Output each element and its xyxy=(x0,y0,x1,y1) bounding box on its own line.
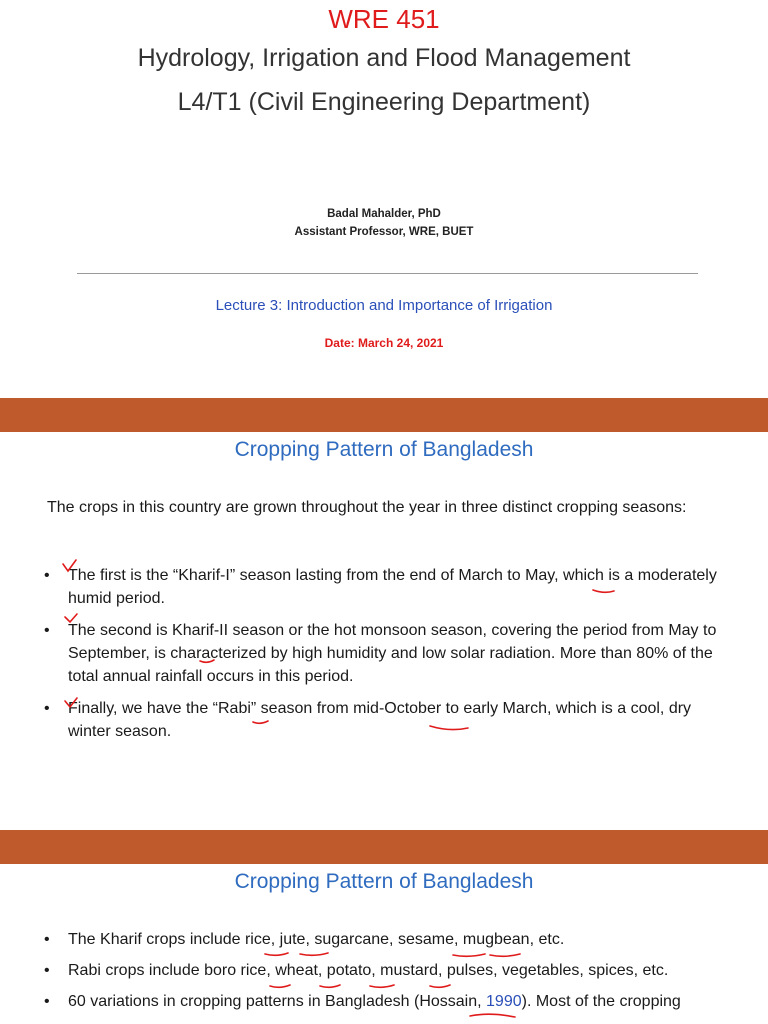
lecture-date: Date: March 24, 2021 xyxy=(324,336,444,350)
course-title: Hydrology, Irrigation and Flood Management xyxy=(137,44,631,72)
intro-paragraph: The crops in this country are grown throughout the year in three distinct cropping seasons: xyxy=(47,499,687,516)
cropping-pattern-slide-2 xyxy=(0,864,768,1024)
list-item xyxy=(44,564,734,610)
bullet-text-cont: ). Most of the cropping xyxy=(521,993,681,1010)
crop-bullet-list xyxy=(44,928,744,1021)
bullet-text: 60 variations in cropping patterns in Bangladesh (Hossain, xyxy=(68,993,487,1010)
slide-title: Cropping Pattern of Bangladesh xyxy=(234,438,534,461)
bullet-text: Rabi crops include boro rice, wheat, potato, mustard, pulses, vegetables, spices, etc. xyxy=(68,962,669,979)
cropping-pattern-slide-1 xyxy=(0,432,768,830)
list-item xyxy=(44,990,744,1013)
horizontal-rule xyxy=(77,273,698,274)
author-name: Badal Mahalder, PhD xyxy=(327,208,441,220)
bullet-marker: • xyxy=(44,931,50,948)
bullet-text: The first is the “Kharif-I” season lasting from the end of March to May, which is a moderately humid period. xyxy=(68,567,717,607)
list-item xyxy=(44,928,744,951)
bullet-marker: • xyxy=(44,622,50,639)
season-bullet-list xyxy=(44,564,734,752)
author-position: Assistant Professor, WRE, BUET xyxy=(294,226,474,238)
bullet-marker: • xyxy=(44,567,50,584)
bullet-text: The Kharif crops include rice, jute, sugarcane, sesame, mugbean, etc. xyxy=(68,931,565,948)
lecture-title: Lecture 3: Introduction and Importance of Irrigation xyxy=(215,297,553,314)
course-code: WRE 451 xyxy=(328,4,440,34)
title-slide xyxy=(0,0,768,398)
bullet-text: Finally, we have the “Rabi” season from mid-October to early March, which is a cool, dry winter season. xyxy=(68,700,692,740)
bullet-marker: • xyxy=(44,700,50,717)
bullet-marker: • xyxy=(44,993,50,1010)
list-item xyxy=(44,959,744,982)
slide-title: Cropping Pattern of Bangladesh xyxy=(234,870,534,893)
bullet-text: The second is Kharif-II season or the hot monsoon season, covering the period from May to September, is characterized by high humidity and low solar radiation. More than 80% of the total annual rainfall occurs in this period. xyxy=(68,622,717,685)
slide-separator-band xyxy=(0,398,768,432)
citation-link[interactable]: 1990 xyxy=(486,993,522,1010)
bullet-marker: • xyxy=(44,962,50,979)
slide-separator-band xyxy=(0,830,768,864)
list-item xyxy=(44,619,734,688)
level-term: L4/T1 (Civil Engineering Department) xyxy=(177,88,591,116)
list-item xyxy=(44,697,734,743)
